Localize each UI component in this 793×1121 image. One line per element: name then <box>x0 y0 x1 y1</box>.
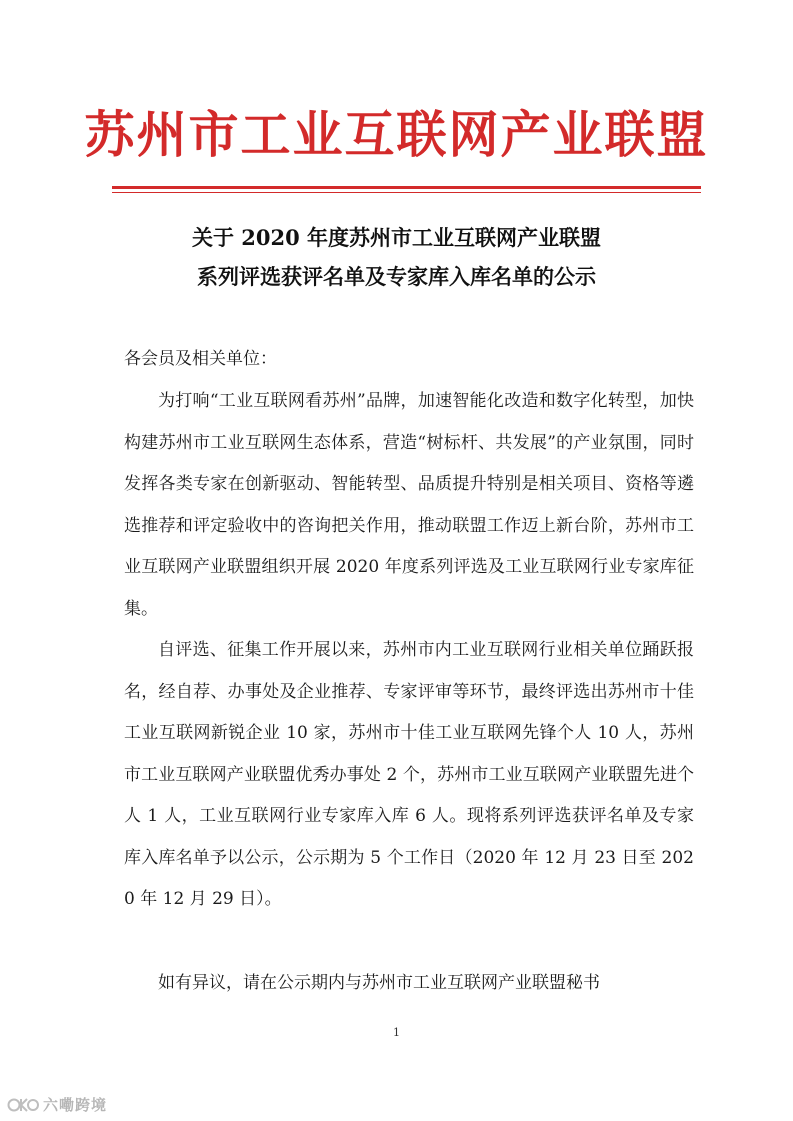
notice-title-line-2: 系列评选获评名单及专家库入库名单的公示 <box>197 264 596 289</box>
watermark-text: 六嘞跨境 <box>43 1095 108 1114</box>
salutation: 各会员及相关单位： <box>124 349 277 369</box>
letterhead-rule-thin <box>112 192 701 193</box>
body-paragraph-2: 自评选、征集工作开展以来，苏州市内工业互联网行业相关单位踊跃报名，经自荐、办事处及企业推荐、专家评审等环节，最终评选出苏州市十佳工业互联网新锐企业 10 家，苏州市十佳工业互联网先锋个人 10 人，苏州市工业互联网产业联盟优秀办事处 2 个，苏州市工业互联网产业联盟先进个人 1 人，工业互联网行业专家库入库 6 人。现将系列评选获评名单及专家库入库名单予以公示，公示期为 5 个工作日（2020 年 12 月 23 日至 2020 年 12 月 29 日）。 <box>124 640 694 909</box>
body-paragraph-1: 为打响“工业互联网看苏州”品牌，加速智能化改造和数字化转型，加快构建苏州市工业互联网生态体系，营造“树标杆、共发展”的产业氛围，同时发挥各类专家在创新驱动、智能转型、品质提升特别是相关项目、资格等遴选推荐和评定验收中的咨询把关作用，推动联盟工作迈上新台阶，苏州市工业互联网产业联盟组织开展 2020 年度系列评选及工业互联网行业专家库征集。 <box>124 391 694 619</box>
letterhead-org-name: 苏州市工业互联网产业联盟 <box>84 105 709 164</box>
page-number: 1 <box>393 1026 400 1039</box>
watermark <box>7 1092 107 1116</box>
notice-title-line-1: 关于 2020 年度苏州市工业互联网产业联盟 <box>191 225 602 250</box>
brand-logo-icon <box>7 1095 39 1113</box>
body-paragraph-3: 如有异议，请在公示期内与苏州市工业互联网产业联盟秘书 <box>158 973 600 993</box>
letterhead-rule-thick <box>112 186 701 189</box>
